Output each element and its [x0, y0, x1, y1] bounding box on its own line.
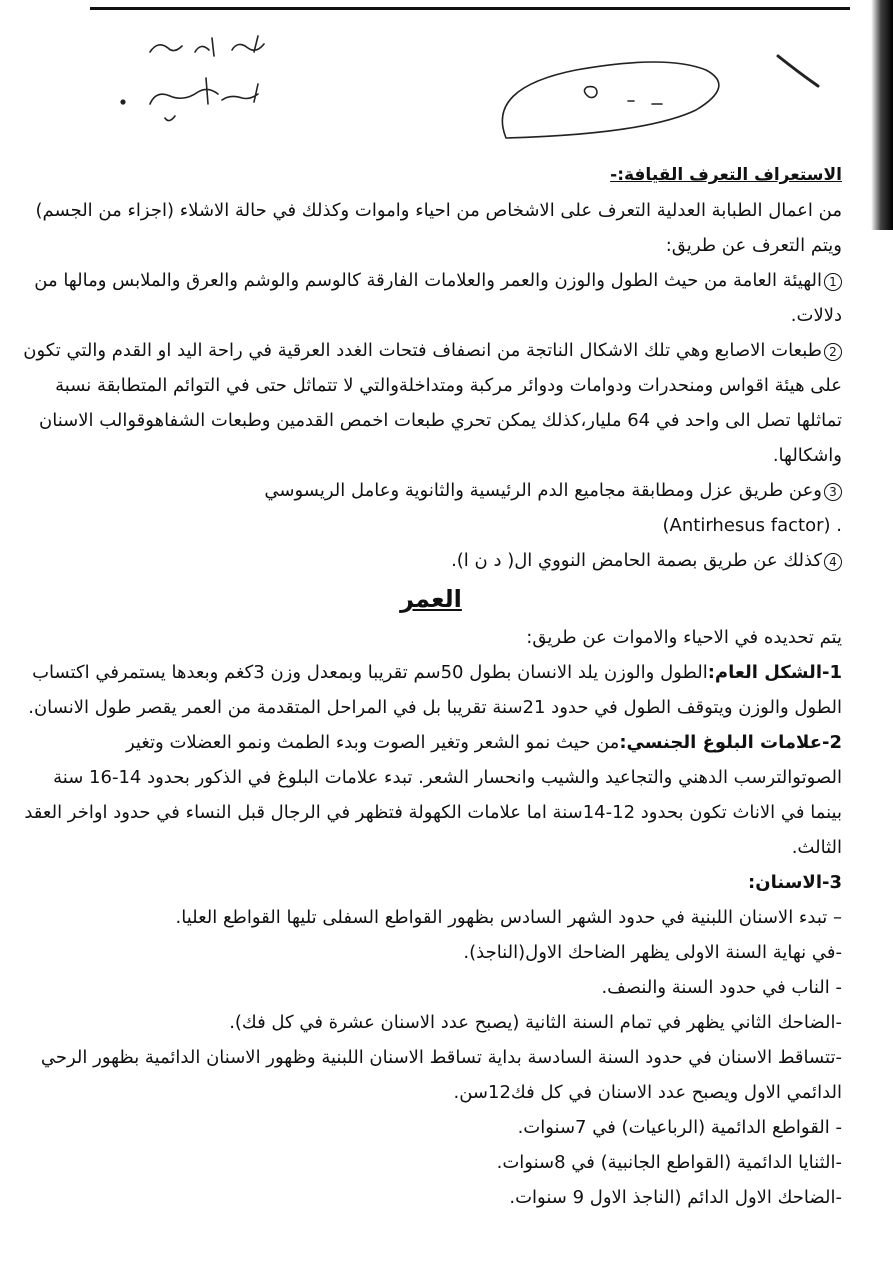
handwritten-annotations — [0, 0, 893, 160]
item-number: 2 — [824, 343, 842, 361]
age-section-text: من حيث نمو الشعر وتغير الصوت وبدء الطمث ونمو العضلات وتغير الصوتوالترسب الدهني والتجاعيد والشيب وانحسار الشعر. تبدء علامات البلوغ في الذكور بحدود 14-16 سنة بينما في الاناث تكون بحدود 12-14سنة اما علامات الكهولة فتظهر في الرجال قبل النساء في حدود اواخر العقد الثالث. — [24, 732, 842, 858]
document-body — [20, 158, 842, 1215]
teeth-line: -الثنايا الدائمية (القواطع الجانبية) في 8سنوات. — [496, 1152, 842, 1173]
teeth-line: -في نهاية السنة الاولى يظهر الضاحك الاول(الناجذ). — [463, 942, 842, 963]
teeth-line: -تتساقط الاسنان في حدود السنة السادسة بداية تساقط الاسنان اللبنية وظهور الاسنان الدائمية بظهور الرحي الدائمي الاول ويصبح عدد الاسنان في كل فك12سن. — [40, 1047, 842, 1103]
teeth-line: -الضاحك الثاني يظهر في تمام السنة الثانية (يصبح عدد الاسنان عشرة في كل فك). — [229, 1012, 842, 1033]
list-item — [20, 263, 842, 333]
list-item-text: طبعات الاصابع وهي تلك الاشكال الناتجة من انصفاف فتحات الغدد العرقية في راحة اليد او القدم والتي تكون على هيئة اقواس ومنحدرات ودوامات ودوائر مركبة ومتداخلةوالتي لا تتماثل حتى في التوائم المتطابقة نسبة تماثلها تصل الى واحد في 64 مليار،كذلك يمكن تحري طبعات اخمص القدمين وطبعات الشفاهوقوالب الاسنان واشكالها. — [23, 340, 842, 466]
teeth-line: -الضاحك الاول الدائم (الناجذ الاول 9 سنوات. — [509, 1187, 842, 1208]
teeth-line: - الناب في حدود السنة والنصف. — [601, 977, 842, 998]
list-item-text: كذلك عن طريق بصمة الحامض النووي ال( د ن ا). — [451, 550, 822, 571]
age-section — [20, 725, 842, 865]
age-intro: يتم تحديده في الاحياء والاموات عن طريق: — [526, 627, 842, 648]
list-item — [20, 473, 842, 543]
teeth-line: – تبدء الاسنان اللبنية في حدود الشهر السادس بظهور القواطع السفلى تليها القواطع العليا. — [175, 907, 842, 928]
list-item — [20, 333, 842, 473]
section-title-age: العمر — [400, 585, 462, 613]
age-section — [20, 655, 842, 725]
age-section-text: الطول والوزن يلد الانسان بطول 50سم تقريبا وبمعدل وزن 3كغم وبعدها يستمرفي اكتساب الطول والوزن ويتوقف الطول في حدود 21سنة تقريبا بل في المراحل المتقدمة من العمر يقصر طول الانسان. — [28, 662, 842, 718]
intro-paragraph: من اعمال الطبابة العدلية التعرف على الاشخاص من احياء واموات وكذلك في حالة الاشلاء (اجزاء من الجسم) ويتم التعرف عن طريق: — [35, 200, 842, 256]
section-title-identification: الاستعراف التعرف القيافة:- — [610, 165, 842, 185]
item-number: 1 — [824, 273, 842, 291]
item-number: 3 — [824, 483, 842, 501]
age-section-label: 1-الشكل العام: — [707, 662, 842, 683]
teeth-line: - القواطع الدائمية (الرباعيات) في 7سنوات. — [517, 1117, 842, 1138]
list-item-text: وعن طريق عزل ومطابقة مجاميع الدم الرئيسية والثانوية وعامل الريسوسي — [264, 480, 822, 501]
list-item — [20, 543, 842, 578]
list-item-text: الهيئة العامة من حيث الطول والوزن والعمر والعلامات الفارقة كالوسم والوشم والعرق والملابس ومالها من دلالات. — [34, 270, 842, 326]
age-section-label: 2-علامات البلوغ الجنسي: — [619, 732, 842, 753]
latin-term: (Antirhesus factor) . — [662, 515, 842, 536]
item-number: 4 — [824, 553, 842, 571]
teeth-title: 3-الاسنان: — [748, 872, 842, 893]
